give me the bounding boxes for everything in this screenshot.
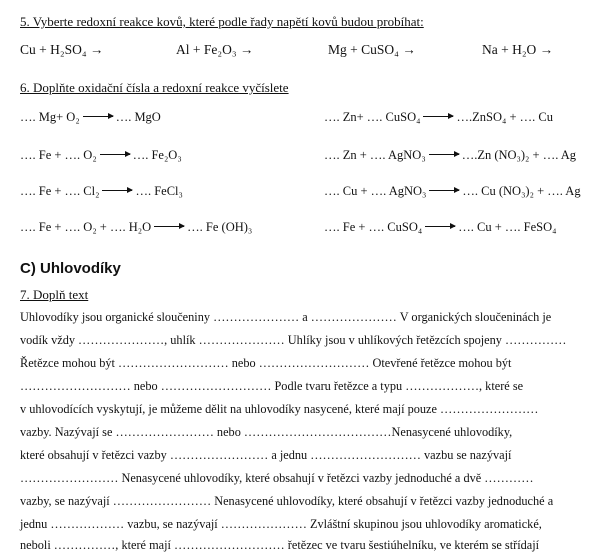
equation-rhs: …. MgO — [115, 110, 161, 124]
task6-heading: 6. Doplňte oxidační čísla a redoxní reakce vyčíslete — [20, 80, 289, 95]
equation-left-4 — [20, 220, 252, 235]
equation-left-1 — [20, 110, 161, 125]
arrow-icon — [102, 190, 132, 191]
text-line-8: …………………… Nenasycené uhlovodíky, které obsahují v řetězci vazby jednoduché a dvě ………… — [20, 471, 534, 485]
equation-rhs: …. Fe (OH)₃ — [187, 220, 253, 234]
text-line-7: které obsahují v řetězci vazby …………………… a jednu ……………………… vazbu se nazývají — [20, 448, 512, 462]
equation-lhs: …. Cu + …. AgNO₃ — [324, 184, 427, 198]
reaction-al-fe2o3: Al + Fe₂O₃ → — [176, 42, 254, 57]
equation-rhs: …. Fe₂O₃ — [132, 148, 182, 162]
section-title: C) Uhlovodíky — [20, 260, 121, 277]
reaction-mg-cuso4: Mg + CuSO₄ → — [328, 42, 416, 57]
equation-left-3 — [20, 184, 183, 199]
equation-lhs: …. Fe + …. Cl₂ — [20, 184, 100, 198]
equation-lhs: …. Zn+ …. CuSO₄ — [324, 110, 421, 124]
text-line-6: vazby. Nazývají se …………………… nebo ………………………………Nenasycené uhlovodíky, — [20, 425, 513, 439]
equation-right-4 — [324, 220, 556, 235]
arrow-icon — [429, 154, 459, 155]
text-line-9: vazby, se nazývají …………………… Nenasycené uhlovodíky, které obsahují v řetězci vazby jednoduché a — [20, 494, 554, 508]
equation-rhs: ….ZnSO₄ + …. Cu — [456, 110, 553, 124]
text-line-3: Řetězce mohou být ……………………… nebo ……………………… Otevřené řetězce mohou být — [20, 356, 512, 370]
task7-heading: 7. Doplň text — [20, 287, 89, 302]
equation-right-1 — [324, 110, 553, 125]
text-line-2: vodík vždy …………………, uhlík ………………… Uhlíky jsou v uhlíkových řetězcích spojeny …………… — [20, 333, 567, 347]
equation-right-3 — [324, 184, 581, 199]
arrow-icon — [429, 190, 459, 191]
arrow-icon — [423, 116, 453, 117]
equation-left-2 — [20, 148, 182, 163]
equation-rhs: ….Zn (NO₃)₂ + …. Ag — [461, 148, 577, 162]
arrow-icon — [154, 226, 184, 227]
text-line-11: neboli ……………, které mají ……………………… řetězec ve tvaru šestiúhelníku, ve kterém se střídají — [20, 538, 540, 552]
equation-right-2 — [324, 148, 576, 163]
equation-lhs: …. Fe + …. O₂ — [20, 148, 97, 162]
reaction-cu-h2so4: Cu + H₂SO₄ → — [20, 42, 104, 57]
task5-heading: 5. Vyberte redoxní reakce kovů, které podle řady napětí kovů budou probíhat: — [20, 14, 424, 29]
equation-rhs: …. Cu + …. FeSO₄ — [458, 220, 557, 234]
reaction-na-h2o: Na + H₂O → — [482, 42, 554, 57]
arrow-icon — [83, 116, 113, 117]
text-line-5: v uhlovodících vyskytují, je můžeme dělit na uhlovodíky nasycené, které mají pouze …………………… — [20, 402, 539, 416]
text-line-1: Uhlovodíky jsou organické sloučeniny ………………… a ………………… V organických sloučeninách je — [20, 310, 552, 324]
equation-lhs: …. Fe + …. O₂ + …. H₂O — [20, 220, 152, 234]
equation-lhs: …. Fe + …. CuSO₄ — [324, 220, 423, 234]
arrow-icon — [100, 154, 130, 155]
equation-lhs: …. Zn + …. AgNO₃ — [324, 148, 426, 162]
equation-lhs: …. Mg+ O₂ — [20, 110, 80, 124]
arrow-icon — [425, 226, 455, 227]
text-line-10: jednu ……………… vazbu, se nazývají ………………… Zvláštní skupinou jsou uhlovodíky aromatické, — [20, 517, 542, 531]
text-line-4: ……………………… nebo ……………………… Podle tvaru řetězce a typu ………………, které se — [20, 379, 524, 393]
equation-rhs: …. FeCl₃ — [135, 184, 183, 198]
equation-rhs: …. Cu (NO₃)₂ + …. Ag — [462, 184, 581, 198]
